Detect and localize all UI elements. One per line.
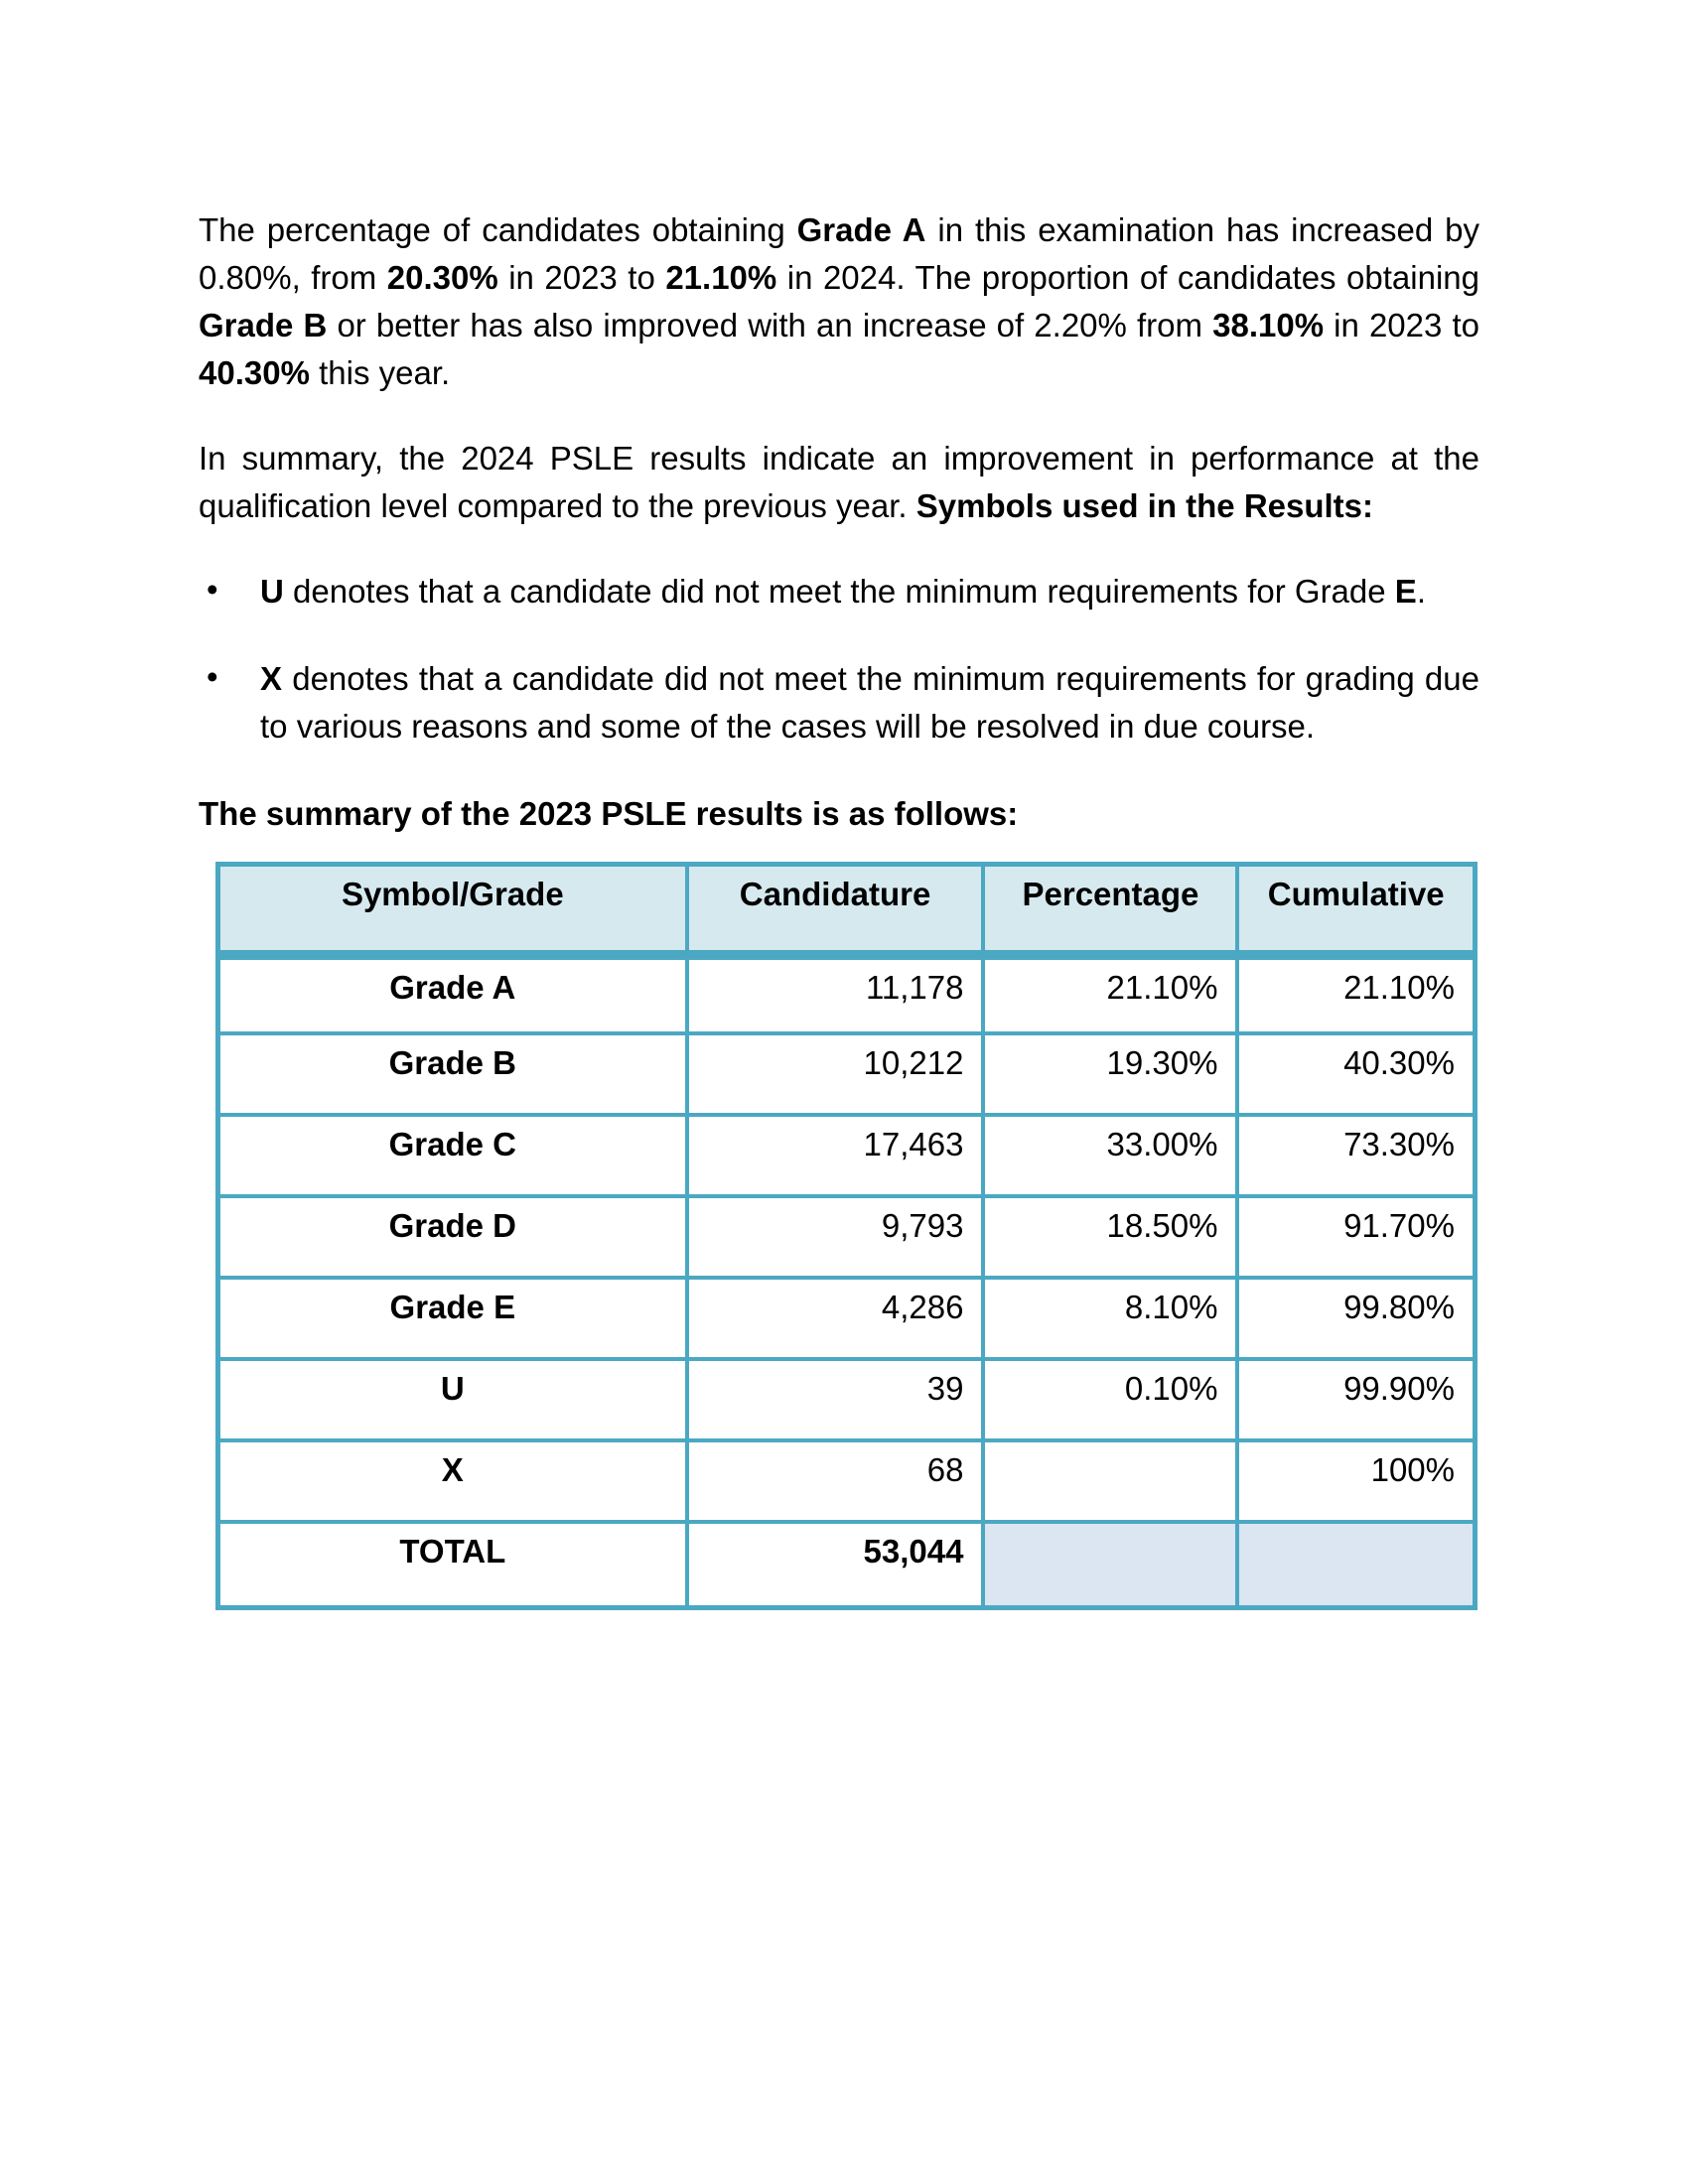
cell-candidature: 10,212 <box>689 1035 986 1117</box>
bold-text-run: 40.30% <box>199 354 310 391</box>
column-header-symbol-grade: Symbol/Grade <box>220 867 689 954</box>
cell-percentage: 8.10% <box>985 1280 1239 1361</box>
table-row <box>220 954 1473 1035</box>
text-run: in 2023 to <box>497 259 666 296</box>
cell-symbol-grade: X <box>220 1442 689 1524</box>
bold-text-run: The summary of the 2023 PSLE results is as follows: <box>199 795 1019 832</box>
bold-text-run: 20.30% <box>386 259 498 296</box>
table-row <box>220 1035 1473 1117</box>
cell-cumulative: 91.70% <box>1239 1198 1473 1280</box>
bold-text-run: Grade B <box>199 307 328 343</box>
bullet-icon: • <box>207 571 218 608</box>
cell-candidature: 39 <box>689 1361 986 1442</box>
table-heading <box>199 790 1479 838</box>
cell-candidature: 4,286 <box>689 1280 986 1361</box>
cell-symbol-grade: U <box>220 1361 689 1442</box>
text-run: this year. <box>309 354 451 391</box>
cell-symbol-grade: Grade E <box>220 1280 689 1361</box>
cell-cumulative: 73.30% <box>1239 1117 1473 1198</box>
text-run: or better has also improved with an increase of 2.20% from <box>327 307 1213 343</box>
cell-percentage: 18.50% <box>985 1198 1239 1280</box>
column-header-cumulative: Cumulative <box>1239 867 1473 954</box>
results-table <box>215 862 1477 1610</box>
results-table-header <box>220 867 1473 954</box>
bold-text-run: E <box>1394 573 1417 610</box>
cell-cumulative: 21.10% <box>1239 954 1473 1035</box>
text-run: In summary, the 2024 PSLE results indicate an improvement in performance at the qualification level compared to the previous year. <box>199 440 1479 524</box>
cell-cumulative: 100% <box>1239 1442 1473 1524</box>
cell-symbol-grade: TOTAL <box>220 1524 689 1605</box>
cell-percentage: 33.00% <box>985 1117 1239 1198</box>
table-row <box>220 1524 1473 1605</box>
text-run: denotes that a candidate did not meet the minimum requirements for Grade <box>283 573 1395 610</box>
text-run: The percentage of candidates obtaining <box>199 211 797 248</box>
cell-percentage <box>985 1524 1239 1605</box>
header-row <box>220 867 1473 954</box>
bold-text-run: Symbols used in the Results: <box>915 487 1374 524</box>
table-row <box>220 1198 1473 1280</box>
table-row <box>220 1117 1473 1198</box>
paragraph-grade-a-results <box>199 206 1479 397</box>
list-item <box>199 568 1479 615</box>
cell-percentage: 21.10% <box>985 954 1239 1035</box>
table-row <box>220 1280 1473 1361</box>
cell-candidature: 53,044 <box>689 1524 986 1605</box>
text-run: in 2024. The proportion of candidates obtaining <box>776 259 1480 296</box>
cell-cumulative: 99.80% <box>1239 1280 1473 1361</box>
column-header-candidature: Candidature <box>689 867 986 954</box>
cell-cumulative: 40.30% <box>1239 1035 1473 1117</box>
text-run: in 2023 to <box>1324 307 1480 343</box>
cell-candidature: 9,793 <box>689 1198 986 1280</box>
bold-text-run: 38.10% <box>1212 307 1325 343</box>
table-row <box>220 1361 1473 1442</box>
cell-symbol-grade: Grade C <box>220 1117 689 1198</box>
cell-candidature: 17,463 <box>689 1117 986 1198</box>
list-item <box>199 655 1479 751</box>
table-row <box>220 1442 1473 1524</box>
bold-text-run: X <box>260 660 283 697</box>
bold-text-run: Grade A <box>796 211 926 248</box>
cell-symbol-grade: Grade A <box>220 954 689 1035</box>
bold-text-run: 21.10% <box>665 259 777 296</box>
cell-symbol-grade: Grade B <box>220 1035 689 1117</box>
paragraph-summary-symbols <box>199 435 1479 530</box>
cell-candidature: 68 <box>689 1442 986 1524</box>
results-table-body <box>220 954 1473 1605</box>
symbols-list <box>199 568 1479 751</box>
cell-symbol-grade: Grade D <box>220 1198 689 1280</box>
cell-cumulative <box>1239 1524 1473 1605</box>
text-run: . <box>1416 573 1426 610</box>
bullet-icon: • <box>207 658 218 695</box>
text-run: denotes that a candidate did not meet the minimum requirements for grading due to various reasons and some of the cases will be resolved in due course. <box>260 660 1479 745</box>
cell-percentage: 0.10% <box>985 1361 1239 1442</box>
cell-cumulative: 99.90% <box>1239 1361 1473 1442</box>
cell-candidature: 11,178 <box>689 954 986 1035</box>
text-run: in this examination has increased by 0.80%, from <box>199 211 1479 296</box>
cell-percentage <box>985 1442 1239 1524</box>
column-header-percentage: Percentage <box>985 867 1239 954</box>
cell-percentage: 19.30% <box>985 1035 1239 1117</box>
bold-text-run: U <box>260 573 284 610</box>
